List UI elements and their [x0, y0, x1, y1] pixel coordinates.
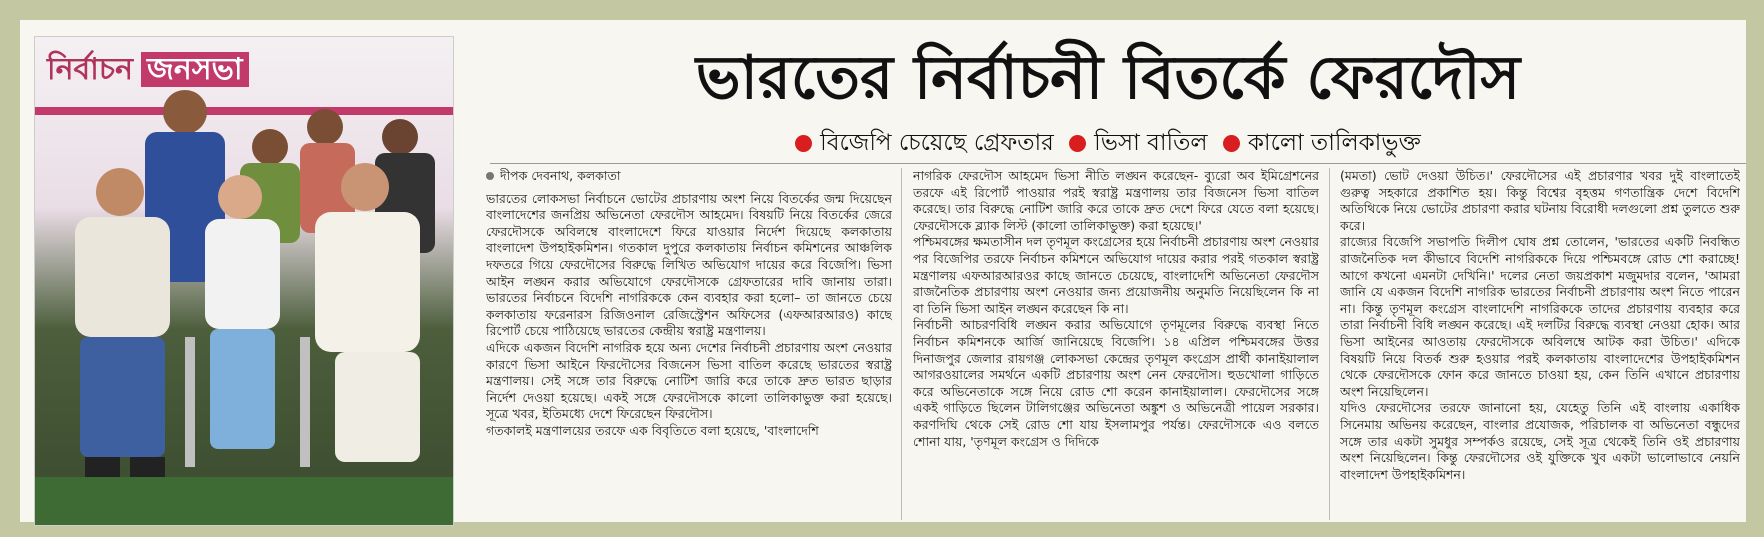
paragraph: ভারতের লোকসভা নির্বাচনে ভোটের প্রচারণায় অংশ নিয়ে বিতর্কের জন্ম দিয়েছেন বাংলাদেশের জনপ্রিয় অভিনেতা ফেরদৌস আহমেদ। বিষয়টি নিয়ে বিতর্কের জেরে ফেরদৌসকে অবিলম্বে বাংলাদেশে ফিরে যাওয়ার নির্দেশ দিয়েছে কলকাতায় বাংলাদেশ উপহাইকমিশন। গতকাল দুপুরে কলকাতায় নির্বাচন কমিশনের আঞ্চলিক দফতরে গিয়ে ফেরদৌসের বিরুদ্ধে লিখিত অভিযোগ দায়ের করে বিজেপি। ভিসা আইন লঙ্ঘন করার অভিযোগে ফেরদৌসকে গ্রেফতারের দাবি জানায় তারা। ভারতের নির্বাচনে বিদেশি নাগরিককে কেন ব্যবহার করা হলো– তা জানতে চেয়ে কলকাতায় ফরেনারস রিজিওনাল রেজিস্ট্রেশন অফিসের (এফআরআরও) কাছে রিপোর্ট চেয়ে পাঠিয়েছে ভারতের কেন্দ্রীয় স্বরাষ্ট্র মন্ত্রণালয়।: [486, 190, 892, 339]
byline-dot-icon: [486, 172, 494, 180]
column-divider: [901, 168, 902, 520]
divider: [490, 163, 1746, 164]
bullet-dot-icon: [1223, 135, 1240, 152]
subhead-text: ভিসা বাতিল: [1094, 130, 1208, 156]
article-column-1: [486, 168, 892, 520]
article-column-3: [1340, 168, 1740, 520]
subhead-item: [1223, 130, 1421, 156]
newspaper-clipping: [20, 20, 1746, 522]
bullet-dot-icon: [795, 135, 812, 152]
subhead-item: [795, 130, 1054, 156]
paragraph: পশ্চিমবঙ্গের ক্ষমতাসীন দল তৃণমূল কংগ্রেসের হয়ে নির্বাচনী প্রচারণায় অংশ নেওয়ার পর বিজেপির তরফে নির্বাচন কমিশনে অভিযোগ দায়ের করার পরই গতকাল স্বরাষ্ট্র মন্ত্রণালয় এফআরআরওর কাছে জানতে চেয়েছে, বাংলাদেশি অভিনেতা ফেরদৌস রাজনৈতিক প্রচারণায় অংশ নেওয়ার জন্য প্রয়োজনীয় অনুমতি নিয়েছিলেন কি না বা তিনি ভিসা আইন লঙ্ঘন করেছেন কি না।: [913, 234, 1319, 316]
byline-text: দীপক দেবনাথ, কলকাতা: [500, 168, 621, 183]
paragraph: নির্বাচনী আচরণবিধি লঙ্ঘন করার অভিযোগে তৃণমূলের বিরুদ্ধে ব্যবস্থা নিতে নির্বাচন কমিশনকে আর্জি জানিয়েছে বিজেপি। ১৪ এপ্রিল পশ্চিমবঙ্গের উত্তর দিনাজপুর জেলার রায়গঞ্জ লোকসভা কেন্দ্রের তৃণমূল কংগ্রেস প্রার্থী কানাইয়ালাল আগরওয়ালের সমর্থনে একটি প্রচারণায় অংশ নেন ফেরদৌস। হুডখোলা গাড়িতে করে অভিনেতাকে সঙ্গে নিয়ে রোড শো করেন কানাইয়ালাল। ফেরদৌসের সঙ্গে একই গাড়িতে ছিলেন টালিগঞ্জের অভিনেতা অঙ্কুশ ও অভিনেত্রী পায়েল সরকার। করণদিঘি থেকে সেই রোড শো যায় ইসলামপুর পর্যন্ত। ফেরদৌসকে এও বলতে শোনা যায়, 'তৃণমূল কংগ্রেস ও দিদিকে: [913, 317, 1319, 449]
column-divider: [1329, 168, 1330, 520]
paragraph: এদিকে একজন বিদেশি নাগরিক হয়ে অন্য দেশের নির্বাচনী প্রচারণায় অংশ নেওয়ার কারণে ভিসা আইনে ফিরদৌসের বিজনেস ভিসা বাতিল করেছে ভারতের স্বরাষ্ট্র মন্ত্রণালয়। সেই সঙ্গে তার বিরুদ্ধে নোটিশ জারি করে তাকে দ্রুত ভারত ছাড়ার নির্দেশ দেওয়া হয়েছে। একই সঙ্গে ফেরদৌসকে কালো তালিকাভুক্ত করা হয়েছে। সূত্রে খবর, ইতিমধ্যে দেশে ফিরেছেন ফিরদৌস।: [486, 339, 892, 422]
photo-people-illustration: [35, 37, 453, 525]
photo-banner-text-2: জনসভা: [141, 52, 249, 87]
paragraph: রাজ্যের বিজেপি সভাপতি দিলীপ ঘোষ প্রশ্ন তোলেন, 'ভারতের একটি নিবন্ধিত রাজনৈতিক দল কীভাবে বিদেশি নাগরিককে দিয়ে পশ্চিমবঙ্গে রোড শো করাচ্ছে! আগে কখনো এমনটা দেখিনি।' দলের নেতা জয়প্রকাশ মজুমদার বলেন, 'আমরা জানি যে একজন বিদেশি নাগরিক ভারতের নির্বাচনী প্রচারণায় অংশ নিতে পারেন না। কিন্তু তৃণমূল কংগ্রেস বাংলাদেশি নাগরিককে তাদের প্রচারণায় ব্যবহার করে তারা নির্বাচনী বিধি লঙ্ঘন করেছে। এই দলটির বিরুদ্ধে ব্যবস্থা নেওয়া হোক। আর ভিসা আইনের আওতায় ফেরদৌসকে অবিলম্বে আটক করা উচিত।' এদিকে বিষয়টি নিয়ে বিতর্ক শুরু হওয়ার পরই কলকাতায় বাংলাদেশের উপহাইকমিশন থেকে ফেরদৌসকে ফোন করে জানতে চাওয়া হয়, কেন তিনি এখানে প্রচারণায় অংশ নিয়েছিলেন।: [1340, 234, 1740, 399]
paragraph: নাগরিক ফেরদৌস আহমেদ ভিসা নীতি লঙ্ঘন করেছেন- ব্যুরো অব ইমিগ্রেশনের তরফে এই রিপোর্ট পাওয়ার পরই স্বরাষ্ট্র মন্ত্রণালয় তার বিজনেস ভিসা বাতিল করেছে। তার বিরুদ্ধে নোটিশ জারি করে তাকে দ্রুত দেশে ফিরে যেতে বলা হয়েছে। ফেরদৌসকে ব্ল্যাক লিস্ট (কালো তালিকাভুক্ত) করা হয়েছে।': [913, 168, 1319, 233]
subhead-item: [1069, 130, 1207, 156]
paragraph: গতকালই মন্ত্রণালয়ের তরফে এক বিবৃতিতে বলা হয়েছে, 'বাংলাদেশি: [486, 422, 819, 438]
photo-banner-text: নির্বাচন: [47, 52, 133, 87]
bullet-dot-icon: [1069, 135, 1086, 152]
paragraph: যদিও ফেরদৌসের তরফে জানানো হয়, যেহেতু তিনি এই বাংলায় একাধিক সিনেমায় অভিনয় করেছেন, বাংলার প্রযোজক, পরিচালক বা অভিনেতা বন্ধুদের সঙ্গে তার একটা সুমধুর সম্পর্কও রয়েছে, সেই সূত্র থেকেই তিনি ওই প্রচারণায় অংশ নিয়েছিলেন। কিন্তু ফেরদৌসের ওই যুক্তিকে খুব একটা ভালোভাবে নেয়নি বাংলাদেশ উপহাইকমিশন।: [1340, 400, 1740, 482]
subheadlines: [490, 124, 1726, 163]
paragraph: (মমতা) ভোট দেওয়া উচিত।' ফেরদৌসের এই প্রচারণার খবর দুই বাংলাতেই গুরুত্ব সহকারে প্রকাশিত হয়। কিন্তু বিশ্বের বৃহত্তম গণতান্ত্রিক দেশে বিদেশি অতিথিকে নিয়ে ভোটের প্রচারণা করার ঘটনায় বিরোধী দলগুলো প্রশ্ন তুলতে শুরু করে।: [1340, 168, 1740, 233]
byline: [486, 168, 892, 185]
subhead-text: বিজেপি চেয়েছে গ্রেফতার: [820, 130, 1054, 156]
news-photo: [34, 36, 454, 526]
subhead-text: কালো তালিকাভুক্ত: [1247, 130, 1421, 156]
article-column-2: [913, 168, 1319, 520]
headline: ভারতের নির্বাচনী বিতর্কে ফেরদৌস: [695, 43, 1521, 113]
